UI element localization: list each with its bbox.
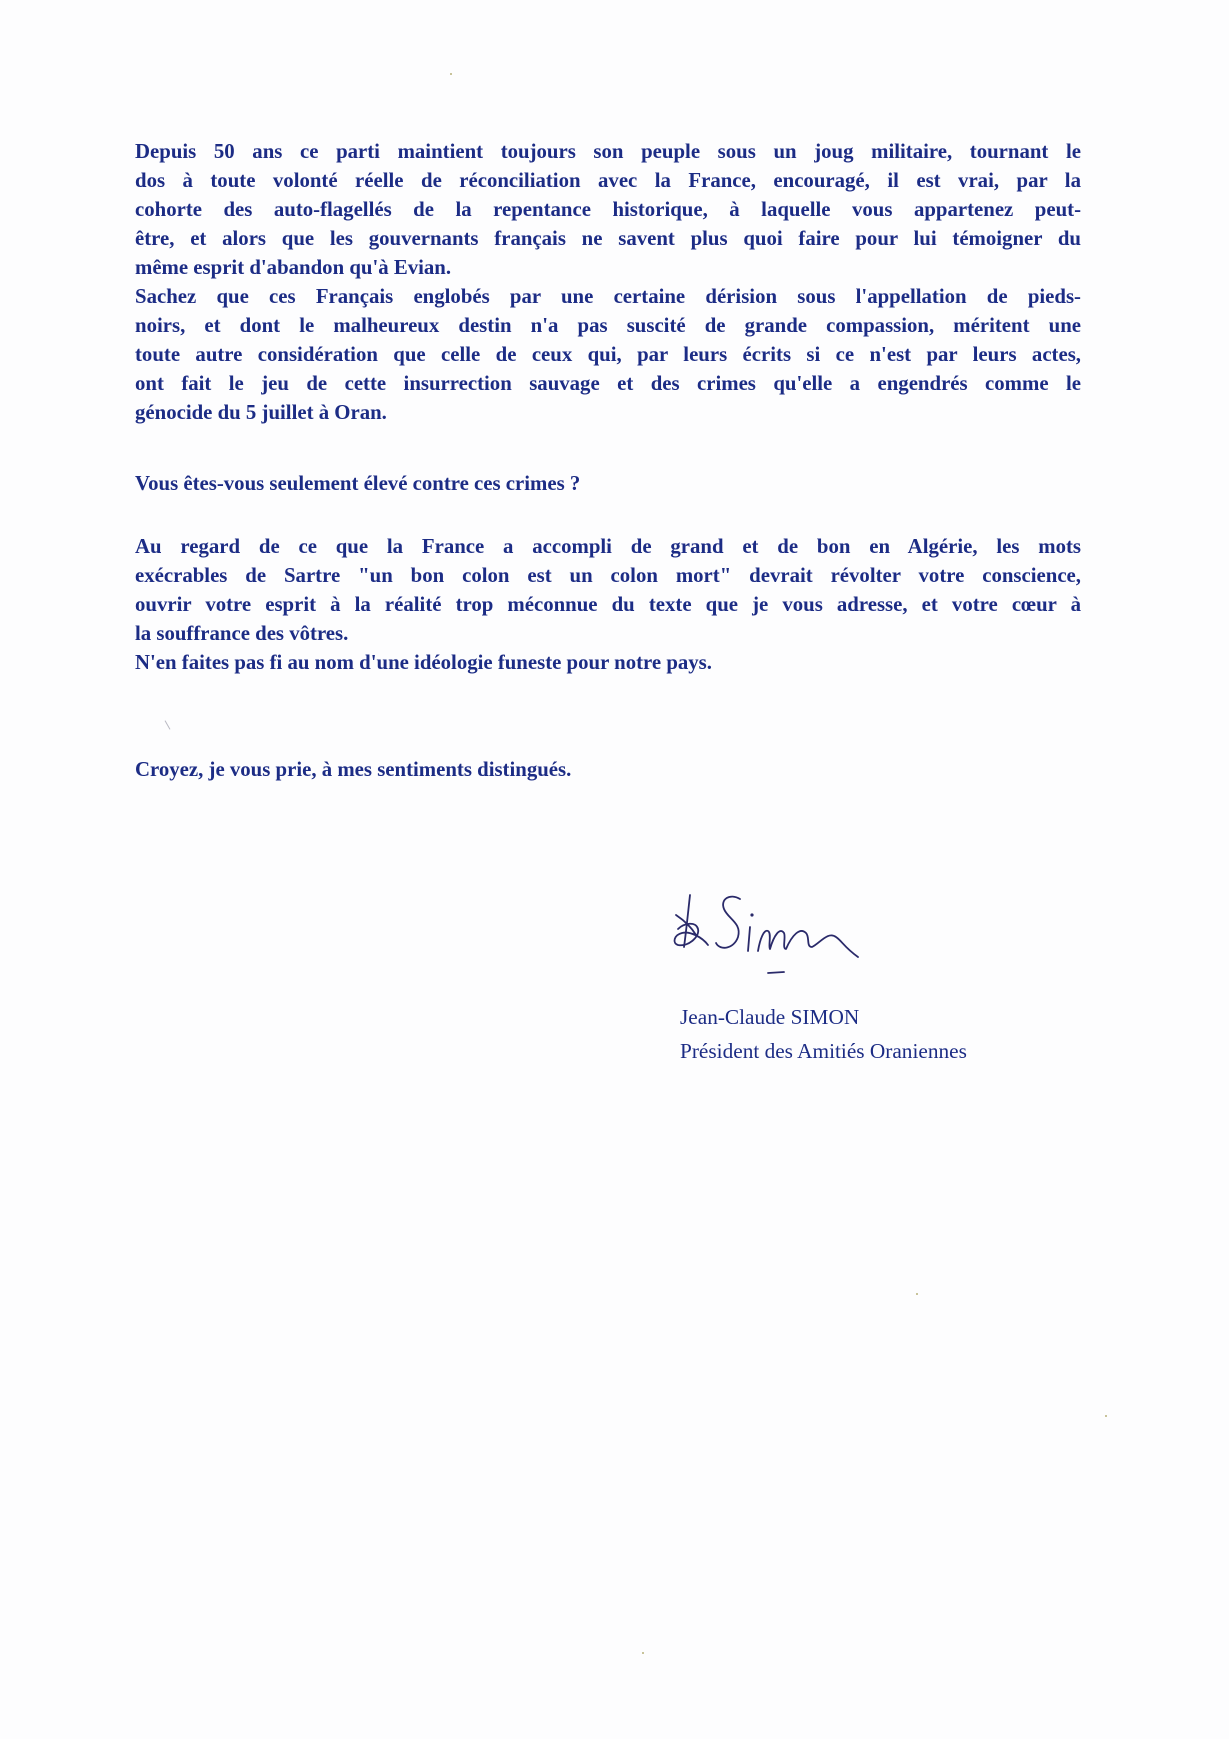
paper-speck: [642, 1652, 644, 1654]
paragraph-2-line-4: ont fait le jeu de cette insurrection sauvage et des crimes qu'elle a engendrés comme le: [135, 372, 1081, 395]
paper-mark: [165, 720, 171, 729]
paragraph-3-text: Vous êtes-vous seulement élevé contre ces crimes ?: [135, 472, 581, 495]
paragraph-4-line-1: Au regard de ce que la France a accompli de grand et de bon en Algérie, les mots: [135, 535, 1081, 558]
closing-formula: [135, 755, 571, 784]
paragraph-1-line-2: dos à toute volonté réelle de réconciliation avec la France, encouragé, il est vrai, par la: [135, 169, 1081, 192]
paragraph-2-line-2: noirs, et dont le malheureux destin n'a pas suscité de grande compassion, méritent une: [135, 314, 1081, 337]
paper-speck: [916, 1293, 918, 1295]
signer-title: Président des Amitiés Oraniennes: [680, 1039, 967, 1063]
paragraph-2-line-3: toute autre considération que celle de ceux qui, par leurs écrits si ce n'est par leurs actes,: [135, 343, 1081, 366]
paper-speck: [1105, 1415, 1107, 1417]
paragraph-5-text: N'en faites pas fi au nom d'une idéologie funeste pour notre pays.: [135, 651, 712, 674]
letter-body-part-1: [135, 137, 1081, 427]
paragraph-1-line-4: être, et alors que les gouvernants français ne savent plus quoi faire pour lui témoigner du: [135, 227, 1081, 250]
paragraph-1-line-1: Depuis 50 ans ce parti maintient toujours son peuple sous un joug militaire, tournant le: [135, 140, 1081, 163]
paragraph-4-line-3: ouvrir votre esprit à la réalité trop méconnue du texte que je vous adresse, et votre cœur à: [135, 593, 1081, 616]
paper-speck: [450, 73, 452, 75]
handwritten-signature: [668, 885, 898, 995]
paragraph-4-line-2: exécrables de Sartre "un bon colon est un colon mort" devrait révolter votre conscience,: [135, 564, 1081, 587]
closing-text: Croyez, je vous prie, à mes sentiments distingués.: [135, 758, 572, 781]
paragraph-3: [135, 469, 580, 498]
paragraph-1-line-3: cohorte des auto-flagellés de la repentance historique, à laquelle vous appartenez peut-: [135, 198, 1081, 221]
signer-name: Jean-Claude SIMON: [680, 1005, 860, 1029]
paragraph-2-line-1: Sachez que ces Français englobés par une certaine dérision sous l'appellation de pieds-: [135, 285, 1081, 308]
paragraph-4-line-4: la souffrance des vôtres.: [135, 622, 349, 645]
paragraph-2-line-5: génocide du 5 juillet à Oran.: [135, 401, 387, 424]
signer-block: [680, 1000, 967, 1068]
paragraph-1-line-5: même esprit d'abandon qu'à Evian.: [135, 256, 452, 279]
letter-body-part-2: [135, 532, 1081, 677]
